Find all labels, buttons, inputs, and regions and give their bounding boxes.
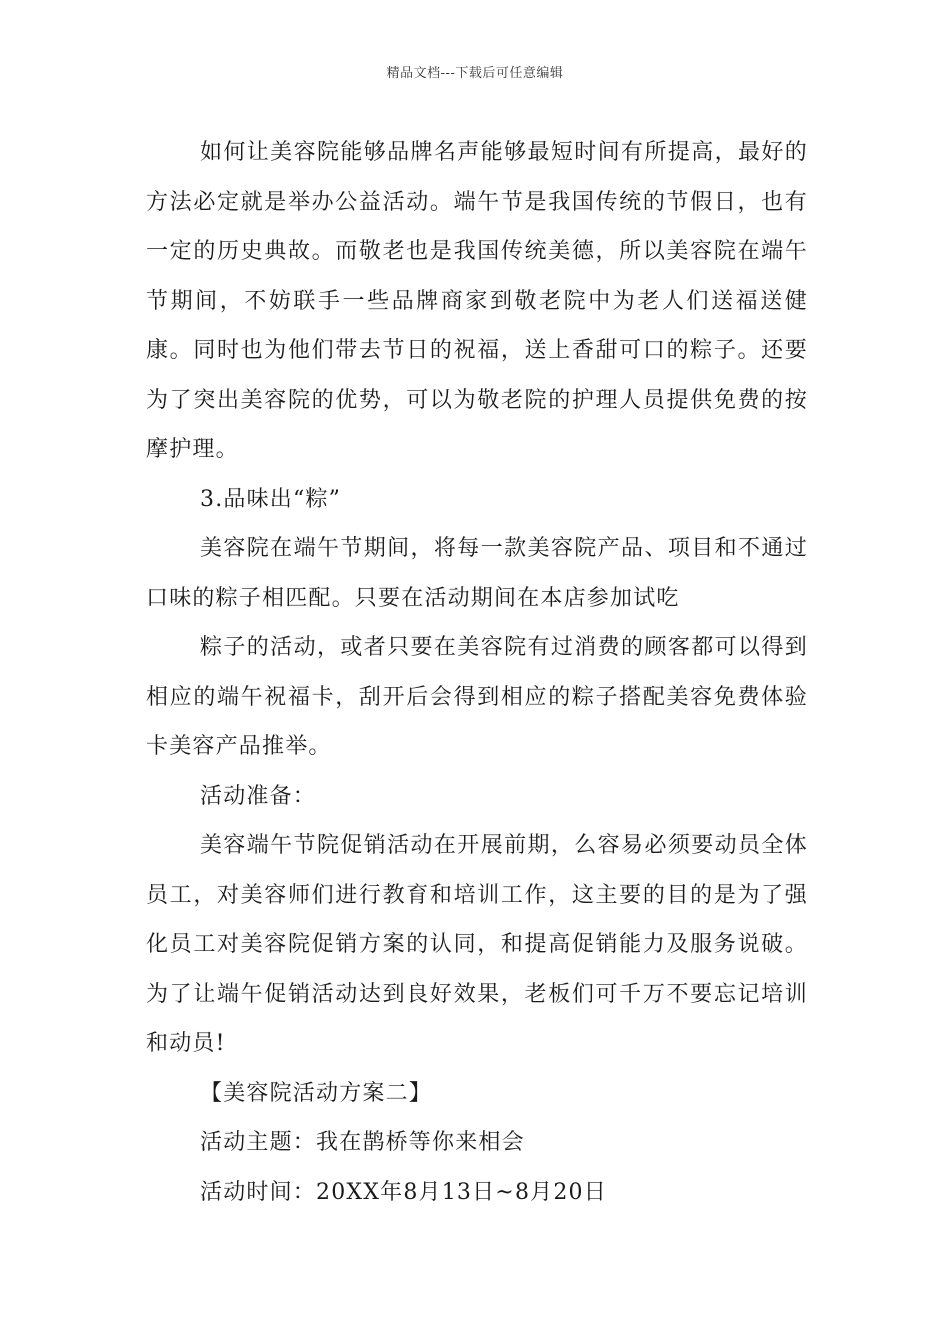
- section-heading-taste: 3.品味出“粽”: [200, 486, 342, 512]
- activity-theme: 活动主题：我在鹊桥等你来相会: [200, 1130, 525, 1155]
- section-heading-preparation: 活动准备：: [200, 783, 317, 809]
- section-heading-plan-two: 【美容院活动方案二】: [200, 1080, 433, 1106]
- paragraph-public-welfare: 如何让美容院能够品牌名声能够最短时间有所提高，最好的方法必定就是举办公益活动。端午节是我国传统的节假日，也有一定的历史典故。而敬老也是我国传统美德，所以美容院在端午节期间，不妨联手一些品牌商家到敬老院中为老人们送福送健康。同时也为他们带去节日的祝福，送上香甜可口的粽子。还要为了突出美容院的优势，可以为敬老院的护理人员提供免费的按摩护理。: [146, 140, 808, 462]
- activity-time: 活动时间：20XX年8月13日~8月20日: [200, 1179, 607, 1205]
- paragraph-product-matching: 美容院在端午节期间，将每一款美容院产品、项目和不通过口味的粽子相匹配。只要在活动期间在本店参加试吃: [146, 536, 808, 611]
- paragraph-blessing-card: 粽子的活动，或者只要在美容院有过消费的顾客都可以得到相应的端午祝福卡，刮开后会得到相应的粽子搭配美容免费体验卡美容产品推举。: [146, 635, 808, 759]
- paragraph-staff-training: 美容端午节院促销活动在开展前期，么容易必须要动员全体员工，对美容师们进行教育和培训工作，这主要的目的是为了强化员工对美容院促销方案的认同，和提高促销能力及服务说破。为了让端午促销活动达到良好效果，老板们可千万不要忘记培训和动员!: [146, 833, 808, 1056]
- document-body: [146, 128, 808, 1217]
- page-header: 精品文档---下载后可任意编辑: [386, 66, 564, 81]
